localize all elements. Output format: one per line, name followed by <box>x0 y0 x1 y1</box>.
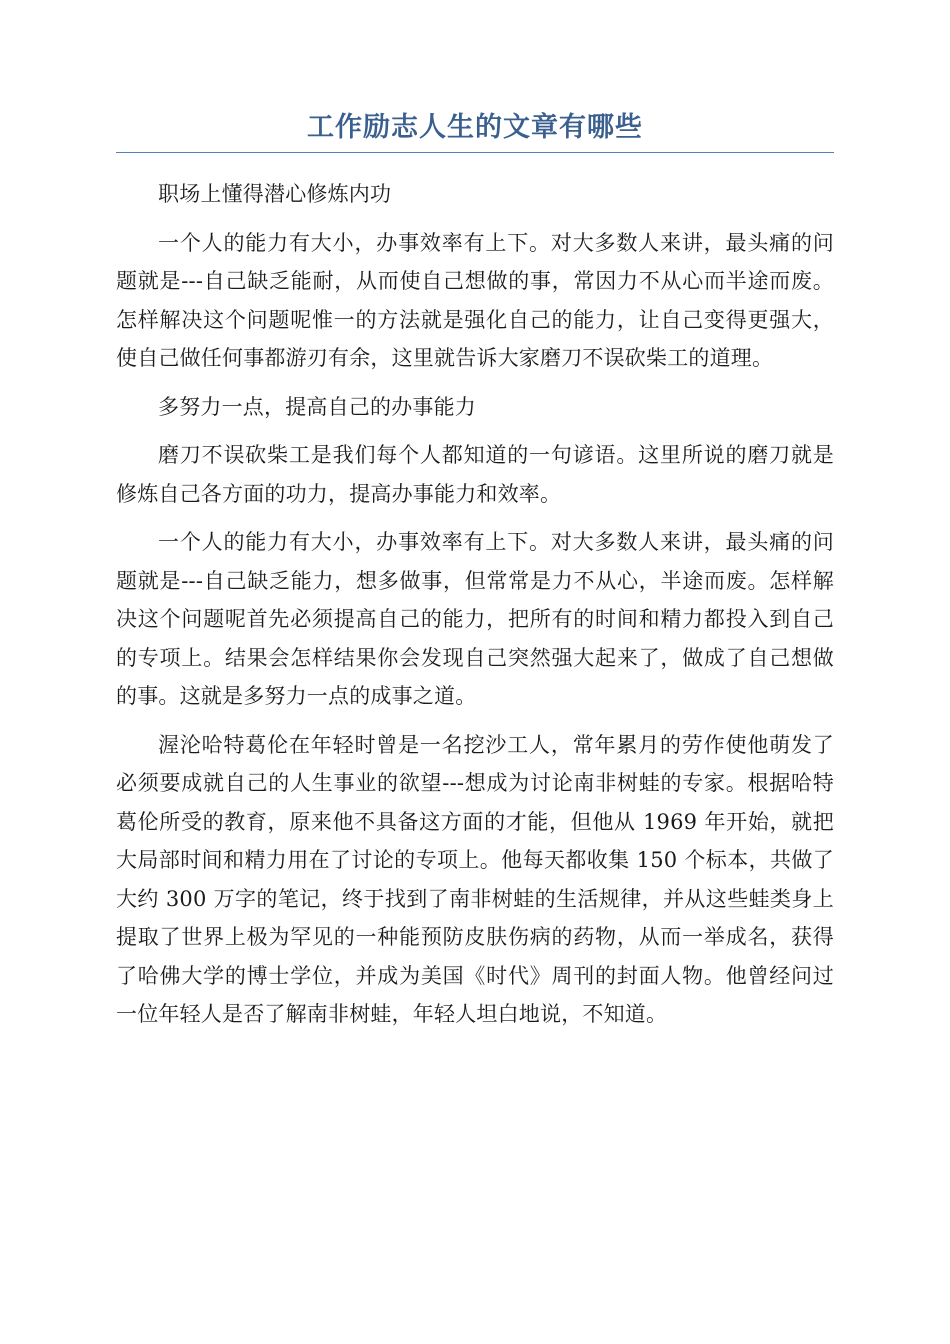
body-paragraph: 一个人的能力有大小，办事效率有上下。对大多数人来讲，最头痛的问题就是---自己缺乏能耐，从而使自己想做的事，常因力不从心而半途而废。怎样解决这个问题呢惟一的方法就是强化自己的能力，让自己变得更强大，使自己做任何事都游刃有余，这里就告诉大家磨刀不误砍柴工的道理。 <box>116 230 834 370</box>
section-heading: 多努力一点，提高自己的办事能力 <box>158 394 476 419</box>
body-paragraph: 一个人的能力有大小，办事效率有上下。对大多数人来讲，最头痛的问题就是---自己缺乏能力，想多做事，但常常是力不从心，半途而废。怎样解决这个问题呢首先必须提高自己的能力，把所有的时间和精力都投入到自己的专项上。结果会怎样结果你会发现自己突然强大起来了，做成了自己想做的事。这就是多努力一点的成事之道。 <box>116 530 834 708</box>
body-paragraph: 磨刀不误砍柴工是我们每个人都知道的一句谚语。这里所说的磨刀就是修炼自己各方面的功力，提高办事能力和效率。 <box>116 443 834 506</box>
document-title: 工作励志人生的文章有哪些 <box>307 112 643 143</box>
section-heading: 职场上懂得潜心修炼内功 <box>158 182 392 206</box>
title-underline <box>116 152 834 153</box>
body-paragraph: 渥沦哈特葛伦在年轻时曾是一名挖沙工人，常年累月的劳作使他萌发了必须要成就自己的人生事业的欲望---想成为讨论南非树蛙的专家。根据哈特葛伦所受的教育，原来他不具备这方面的才能，但他从 1969 年开始，就把大局部时间和精力用在了讨论的专项上。他每天都收集 150 个标本，共做了大约 300 万字的笔记，终于找到了南非树蛙的生活规律，并从这些蛙类身上提取了世界上极为罕见的一种能预防皮肤伤病的药物，从而一举成名，获得了哈佛大学的博士学位，并成为美国《时代》周刊的封面人物。他曾经问过一位年轻人是否了解南非树蛙，年轻人坦白地说，不知道。 <box>116 732 834 1026</box>
document-page <box>116 108 834 1044</box>
